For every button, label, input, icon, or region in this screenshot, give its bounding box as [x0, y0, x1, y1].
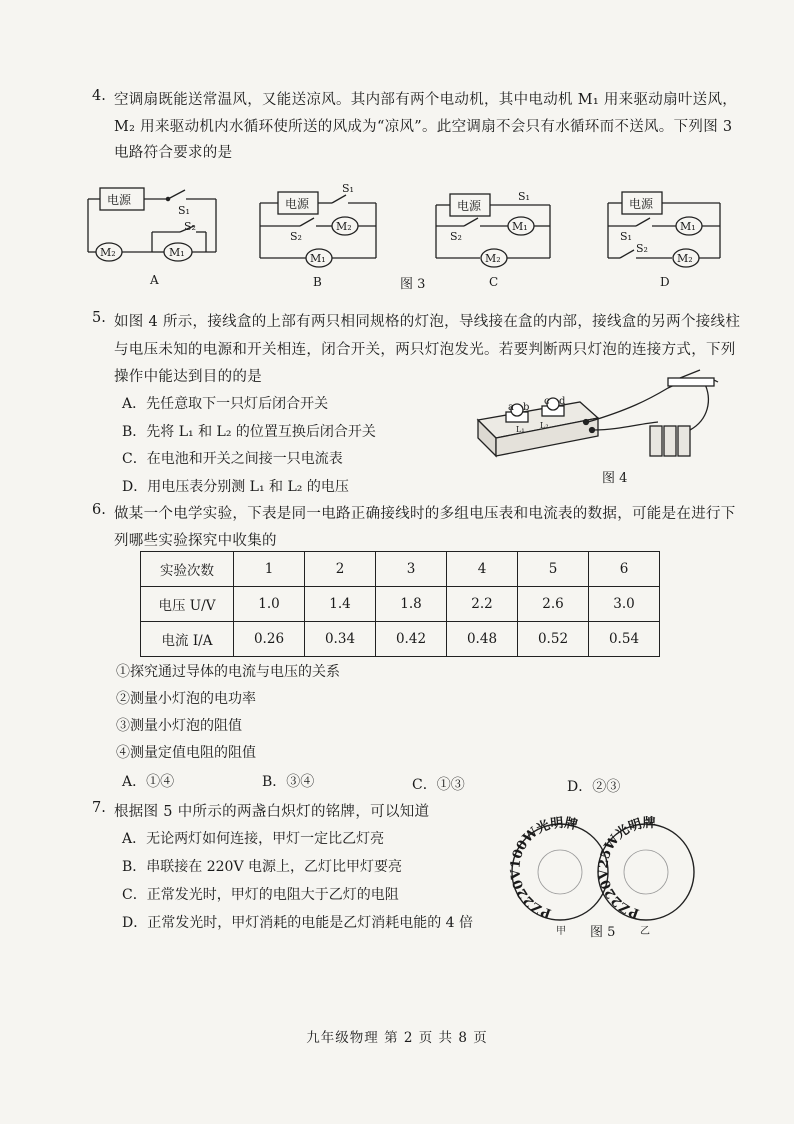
q6-item-2: ②测量小灯泡的电功率 [116, 691, 256, 707]
circuit-a-source: 电源 [107, 193, 132, 207]
circuit-c-m1: M₁ [512, 220, 528, 233]
q5-option-c: C．在电池和开关之间接一只电流表 [122, 451, 343, 467]
figure-4-junction-box [468, 360, 738, 490]
q4-text-line2: M₂ 用来驱动机内水循环使所送的风成为“凉风”。此空调扇不会只有水循环而不送风。下列图 3 [114, 119, 733, 135]
q7-number: 7. [92, 800, 106, 816]
table-cell: 2.6 [518, 587, 589, 622]
q7-option-d: D．正常发光时，甲灯消耗的电能是乙灯消耗电能的 4 倍 [122, 915, 474, 931]
q7-option-a: A．无论两灯如何连接，甲灯一定比乙灯亮 [122, 831, 385, 847]
q5-text-line1: 如图 4 所示，接线盒的上部有两只相同规格的灯泡，导线接在盒的内部，接线盒的另两个接线柱 [114, 314, 741, 330]
fig4-label-l2: L₂ [540, 421, 549, 430]
circuit-b-source: 电源 [285, 197, 310, 211]
q7-option-b: B．串联接在 220V 电源上，乙灯比甲灯要亮 [122, 859, 403, 875]
table-cell: 实验次数 [141, 552, 234, 587]
svg-text:PZ220V25W光明牌 [596, 815, 656, 921]
svg-text:PZ220V100W光明牌 [508, 815, 579, 921]
circuit-d-m2: M₂ [677, 252, 693, 265]
q4-text-line1: 空调扇既能送常温风，又能送凉风。其内部有两个电动机，其中电动机 M₁ 用来驱动扇叶送风， [114, 92, 738, 108]
lamp-a-nameplate: PZ220V100W光明牌 [508, 815, 579, 921]
figure-5-lamp-nameplates [500, 810, 700, 950]
table-cell: 6 [589, 552, 660, 587]
figure-5-caption: 图 5 [590, 925, 616, 940]
circuit-b-s2: S₂ [290, 230, 302, 243]
fig4-label-d: d [559, 396, 566, 407]
table-row [141, 587, 660, 622]
figure-3-circuits [80, 178, 730, 296]
circuit-a-m1: M₁ [169, 246, 185, 259]
q6-text-line1: 做某一个电学实验，下表是同一电路正确接线时的多组电压表和电流表的数据，可能是在进行下 [114, 506, 736, 522]
table-cell: 2 [305, 552, 376, 587]
lamp-b-nameplate: PZ220V25W光明牌 [596, 816, 656, 921]
lamp-b-label: 乙 [640, 926, 650, 937]
table-cell: 1.4 [305, 587, 376, 622]
figure-4-caption: 图 4 [602, 471, 628, 486]
circuit-c-source: 电源 [457, 199, 482, 213]
circuit-d-m1: M₁ [680, 220, 696, 233]
q6-data-table [140, 551, 660, 657]
q5-text-line3: 操作中能达到目的的是 [114, 369, 262, 385]
q6-item-3: ③测量小灯泡的阻值 [116, 718, 242, 734]
q6-text-line2: 列哪些实验探究中收集的 [114, 533, 277, 549]
table-cell: 0.52 [518, 622, 589, 657]
table-cell: 5 [518, 552, 589, 587]
table-cell: 4 [447, 552, 518, 587]
table-cell: 1.0 [234, 587, 305, 622]
circuit-d-s1: S₁ [620, 230, 632, 243]
q6-choice-b: B．③④ [262, 774, 315, 790]
circuit-d-letter: D [660, 275, 670, 289]
circuit-c-s1: S₁ [518, 190, 530, 203]
table-cell: 0.48 [447, 622, 518, 657]
q5-number: 5. [92, 310, 106, 326]
circuit-b-s1: S₁ [342, 182, 354, 195]
circuit-c-m2: M₂ [485, 252, 501, 265]
table-cell: 0.34 [305, 622, 376, 657]
q7-text-line1: 根据图 5 中所示的两盏白炽灯的铭牌，可以知道 [114, 804, 430, 820]
circuit-b-letter: B [313, 275, 322, 289]
page-footer: 九年级物理 第 2 页 共 8 页 [306, 1030, 488, 1046]
fig4-label-a: a [508, 402, 514, 413]
q5-option-a: A．先任意取下一只灯后闭合开关 [122, 396, 329, 412]
q4-number: 4. [92, 88, 106, 104]
q6-item-4: ④测量定值电阻的阻值 [116, 745, 256, 761]
table-cell: 电压 U/V [141, 587, 234, 622]
table-cell: 1 [234, 552, 305, 587]
table-cell: 电流 I/A [141, 622, 234, 657]
table-cell: 0.42 [376, 622, 447, 657]
q5-option-d: D．用电压表分别测 L₁ 和 L₂ 的电压 [122, 479, 349, 495]
circuit-b-m1: M₁ [310, 252, 326, 265]
q6-choice-a: A．①④ [122, 774, 175, 790]
q6-choice-c: C．①③ [412, 777, 465, 793]
fig4-label-b: b [523, 402, 530, 413]
circuit-a-m2: M₂ [100, 246, 116, 259]
circuit-a-s2: S₂ [184, 220, 196, 233]
circuit-c-s2: S₂ [450, 230, 462, 243]
table-cell: 0.54 [589, 622, 660, 657]
circuit-c-letter: C [489, 275, 499, 289]
table-cell: 3 [376, 552, 447, 587]
q6-item-1: ①探究通过导体的电流与电压的关系 [116, 664, 340, 680]
q4-text-line3: 电路符合要求的是 [114, 145, 233, 161]
q7-option-c: C．正常发光时，甲灯的电阻大于乙灯的电阻 [122, 887, 399, 903]
circuit-d-source: 电源 [629, 197, 654, 211]
table-row [141, 622, 660, 657]
fig4-label-c: c [544, 396, 550, 407]
table-cell: 3.0 [589, 587, 660, 622]
circuit-a-s1: S₁ [178, 204, 190, 217]
table-cell: 0.26 [234, 622, 305, 657]
table-cell: 1.8 [376, 587, 447, 622]
circuit-d-s2: S₂ [636, 242, 648, 255]
q6-choice-d: D．②③ [567, 779, 621, 795]
circuit-b-m2: M₂ [336, 220, 352, 233]
q5-text-line2: 与电压未知的电源和开关相连，闭合开关，两只灯泡发光。若要判断两只灯泡的连接方式，下列 [114, 342, 736, 358]
table-header-row [141, 552, 660, 587]
table-cell: 2.2 [447, 587, 518, 622]
lamp-a-label: 甲 [556, 926, 566, 937]
figure-3-caption: 图 3 [400, 277, 426, 292]
fig4-label-l1: L₁ [516, 425, 525, 434]
circuit-a-letter: A [150, 273, 159, 287]
q6-number: 6. [92, 502, 106, 518]
q5-option-b: B．先将 L₁ 和 L₂ 的位置互换后闭合开关 [122, 424, 376, 440]
